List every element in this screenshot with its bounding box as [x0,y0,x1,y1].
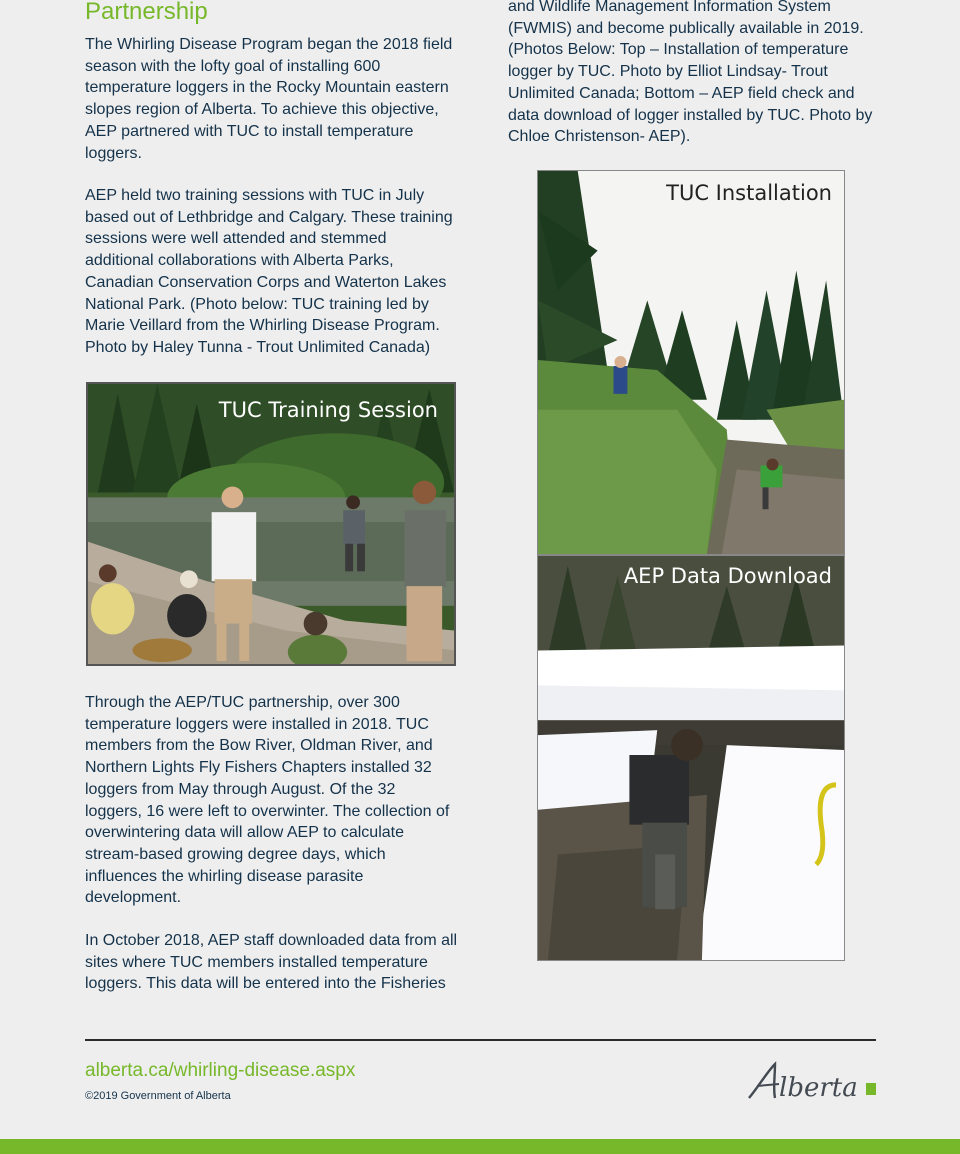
data-download-photo-image [538,556,844,960]
training-photo-label: TUC Training Session [218,398,438,422]
paragraph-program-goal: The Whirling Disease Program began the 2018 field season with the lofty goal of installing 600 temperature loggers in the Rocky Mountain eastern slopes region of Alberta. To achieve this objective, AEP partnered with TUC to install temperature loggers. [85,36,453,162]
training-photo-image [88,384,454,664]
paragraph-training-sessions: AEP held two training sessions with TUC in July based out of Lethbridge and Calgary. These training sessions were well attended and stemmed additional collaborations with Alberta Parks, Canadian Conservation Corps and Waterton Lakes National Park. (Photo below: TUC training led by Marie Veillard from the Whirling Disease Program. Photo by Haley Tunna - Trout Unlimited Canada) [85,187,453,356]
bottom-accent-bar [0,1139,960,1154]
installation-photo-image [538,171,844,554]
installation-photo [537,170,845,555]
paragraph-fwmis-continued: and Wildlife Management Information System (FWMIS) and become publically available in 2019. (Photos Below: Top – Installation of temperature logger by TUC. Photo by Elliot Lindsay- Trout Unlimited Canada; Bottom – AEP field check and data download of logger installed by TUC. Photo by Chloe Christenson- AEP). [508,0,873,146]
copyright-text: ©2019 Government of Alberta [85,1090,231,1102]
paragraph-partnership-results: Through the AEP/TUC partnership, over 300 temperature loggers were installed in 2018. TUC members from the Bow River, Oldman River, and Northern Lights Fly Fishers Chapters installed 32 loggers from May through August. Of the 32 loggers, 16 were left to overwinter. The collection of overwintering data will allow AEP to calculate stream-based growing degree days, which influences the whirling disease parasite development. [85,694,450,907]
footer-divider [85,1039,876,1041]
data-download-photo [537,555,845,961]
svg-text:lberta: lberta [779,1073,858,1103]
section-heading: Partnership [85,0,208,25]
installation-photo-label: TUC Installation [666,181,832,205]
training-session-photo [86,382,456,666]
alberta-logo [745,1058,880,1104]
alberta-logo-icon [745,1058,880,1104]
paragraph-data-download: In October 2018, AEP staff downloaded data from all sites where TUC members installed temperature loggers. This data will be entered into the Fisheries [85,932,458,993]
data-download-photo-label: AEP Data Download [623,564,832,588]
website-link[interactable]: alberta.ca/whirling-disease.aspx [85,1060,356,1081]
